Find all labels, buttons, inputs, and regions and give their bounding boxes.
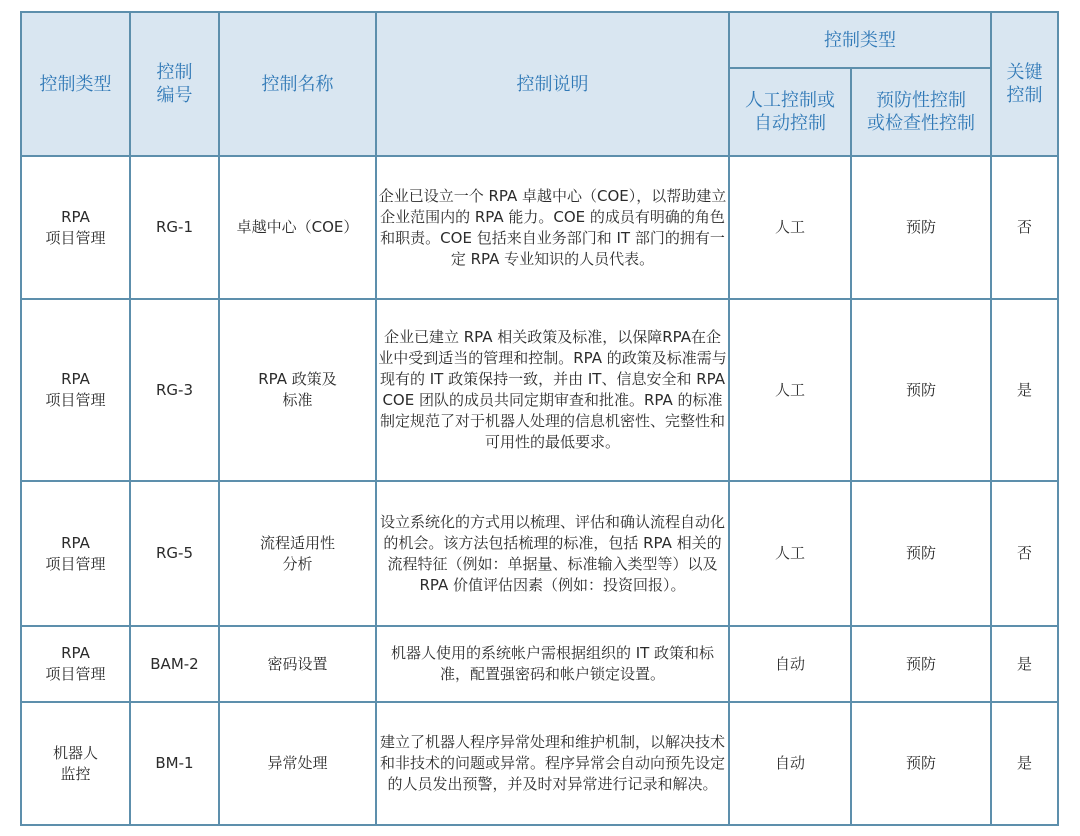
header-control-name: 控制名称 — [219, 12, 376, 156]
table-row — [21, 481, 1058, 626]
header-manual-or-automated: 人工控制或 自动控制 — [729, 68, 851, 156]
cell-control-id: BAM-2 — [130, 626, 219, 702]
cell-preventive-or-detective: 预防 — [851, 626, 991, 702]
cell-key-control: 是 — [991, 702, 1058, 825]
cell-control-description: 设立系统化的方式用以梳理、评估和确认流程自动化的机会。该方法包括梳理的标准，包括 RPA 相关的流程特征（例如：单据量、标准输入类型等）以及 RPA 价值评估因素（例如：投资回报）。 — [376, 481, 729, 626]
cell-control-description: 企业已设立一个 RPA 卓越中心（COE），以帮助建立企业范围内的 RPA 能力。COE 的成员有明确的角色和职责。COE 包括来自业务部门和 IT 部门的拥有一定 RPA 专业知识的人员代表。 — [376, 156, 729, 299]
header-key-control: 关键 控制 — [991, 12, 1058, 156]
table-row — [21, 299, 1058, 481]
cell-key-control: 否 — [991, 156, 1058, 299]
header-preventive-or-detective: 预防性控制 或检查性控制 — [851, 68, 991, 156]
cell-control-name: 流程适用性 分析 — [219, 481, 376, 626]
cell-control-description: 企业已建立 RPA 相关政策及标准，以保障RPA在企业中受到适当的管理和控制。RPA 的政策及标准需与现有的 IT 政策保持一致，并由 IT、信息安全和 RPA COE 团队的成员共同定期审查和批准。RPA 的标准制定规范了对于机器人处理的信息机密性、完整性和可用性的最低要求。 — [376, 299, 729, 481]
header-control-category: 控制类型 — [729, 12, 991, 68]
cell-manual-or-automated: 自动 — [729, 626, 851, 702]
header-control-description: 控制说明 — [376, 12, 729, 156]
cell-control-id: RG-5 — [130, 481, 219, 626]
control-table — [20, 11, 1059, 826]
cell-key-control: 是 — [991, 626, 1058, 702]
cell-control-type: RPA 项目管理 — [21, 156, 130, 299]
cell-control-type: RPA 项目管理 — [21, 481, 130, 626]
cell-manual-or-automated: 自动 — [729, 702, 851, 825]
cell-manual-or-automated: 人工 — [729, 299, 851, 481]
cell-preventive-or-detective: 预防 — [851, 299, 991, 481]
cell-control-type: 机器人 监控 — [21, 702, 130, 825]
cell-control-id: BM-1 — [130, 702, 219, 825]
cell-control-name: 卓越中心（COE） — [219, 156, 376, 299]
cell-preventive-or-detective: 预防 — [851, 702, 991, 825]
cell-key-control: 否 — [991, 481, 1058, 626]
cell-manual-or-automated: 人工 — [729, 481, 851, 626]
cell-manual-or-automated: 人工 — [729, 156, 851, 299]
table-row — [21, 702, 1058, 825]
cell-key-control: 是 — [991, 299, 1058, 481]
cell-control-name: 密码设置 — [219, 626, 376, 702]
cell-control-id: RG-1 — [130, 156, 219, 299]
cell-preventive-or-detective: 预防 — [851, 481, 991, 626]
table-row — [21, 626, 1058, 702]
header-control-id: 控制 编号 — [130, 12, 219, 156]
cell-control-name: 异常处理 — [219, 702, 376, 825]
cell-control-id: RG-3 — [130, 299, 219, 481]
cell-control-type: RPA 项目管理 — [21, 299, 130, 481]
header-control-type: 控制类型 — [21, 12, 130, 156]
cell-control-description: 机器人使用的系统帐户需根据组织的 IT 政策和标准，配置强密码和帐户锁定设置。 — [376, 626, 729, 702]
cell-control-name: RPA 政策及 标准 — [219, 299, 376, 481]
cell-preventive-or-detective: 预防 — [851, 156, 991, 299]
cell-control-type: RPA 项目管理 — [21, 626, 130, 702]
table-row — [21, 156, 1058, 299]
cell-control-description: 建立了机器人程序异常处理和维护机制，以解决技术和非技术的问题或异常。程序异常会自动向预先设定的人员发出预警，并及时对异常进行记录和解决。 — [376, 702, 729, 825]
